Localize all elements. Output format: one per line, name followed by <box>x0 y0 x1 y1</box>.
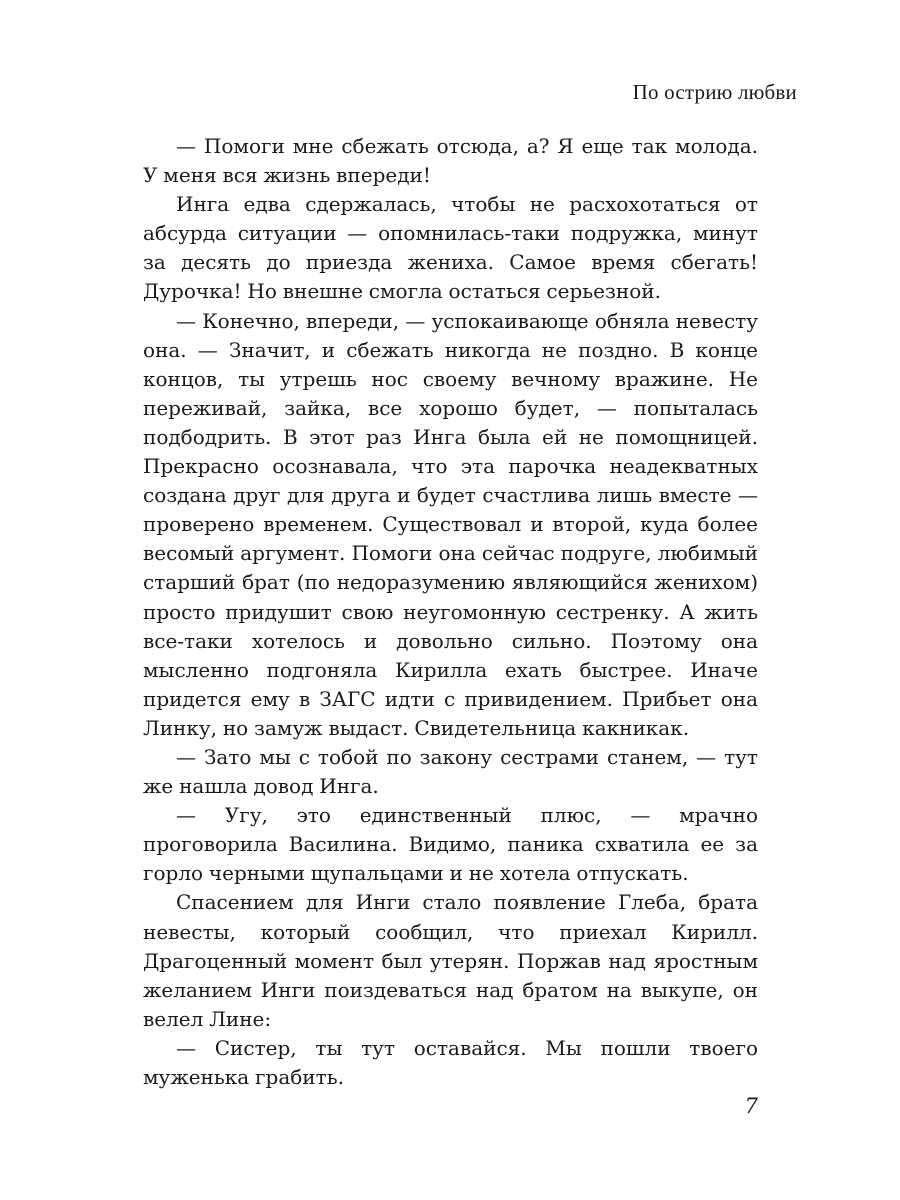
page-number: 7 <box>744 1094 758 1118</box>
paragraph: Спасением для Инги стало появление Глеба, брата невесты, который сообщил, что приехал Кирилл. Драгоценный момент был утерян. Поржав над яростным желанием Инги поиздеваться над братом на выкупе, он велел Лине: <box>143 890 758 1031</box>
running-head-title: По острию любви <box>632 80 797 104</box>
paragraph: — Систер, ты тут оставайся. Мы пошли твоего муженька грабить. <box>143 1035 758 1089</box>
paragraph: Инга едва сдержалась, чтобы не расхохотаться от абсурда ситуации — опомнилась-таки подружка, минут за десять до приезда жениха. Самое время сбегать! Дурочка! Но внешне смогла остаться серьезной. <box>143 192 758 304</box>
paragraph: — Конечно, впереди, — успокаивающе обняла невесту она. — Значит, и сбежать никогда не поздно. В конце концов, ты утрешь нос своему вечному вражине. Не переживай, зайка, все хорошо будет, — попыталась подбодрить. В этот раз Инга была ей не помощницей. Прекрасно осознавала, что эта парочка неадекватных создана друг для друга и будет счастлива лишь вместе — проверено временем. Существовал и второй, куда более весомый аргумент. Помоги она сейчас подруге, любимый старший брат (по недоразумению являющийся женихом) просто придушит свою неугомонную сестренку. А жить все-таки хотелось и довольно сильно. Поэтому она мысленно подгоняла Кирилла ехать быстрее. Иначе придется ему в ЗАГС идти с привидением. Прибьет она Линку, но замуж выдаст. Свидетельница какникак. <box>143 308 758 740</box>
paragraph: — Помоги мне сбежать отсюда, а? Я еще так молода. У меня вся жизнь впереди! <box>143 134 758 188</box>
paragraph: — Угу, это единственный плюс, — мрачно проговорила Василина. Видимо, паника схватила ее за горло черными щупальцами и не хотела отпускать. <box>143 803 758 886</box>
body-text <box>143 132 758 1092</box>
paragraph: — Зато мы с тобой по закону сестрами станем, — тут же нашла довод Инга. <box>143 744 758 799</box>
